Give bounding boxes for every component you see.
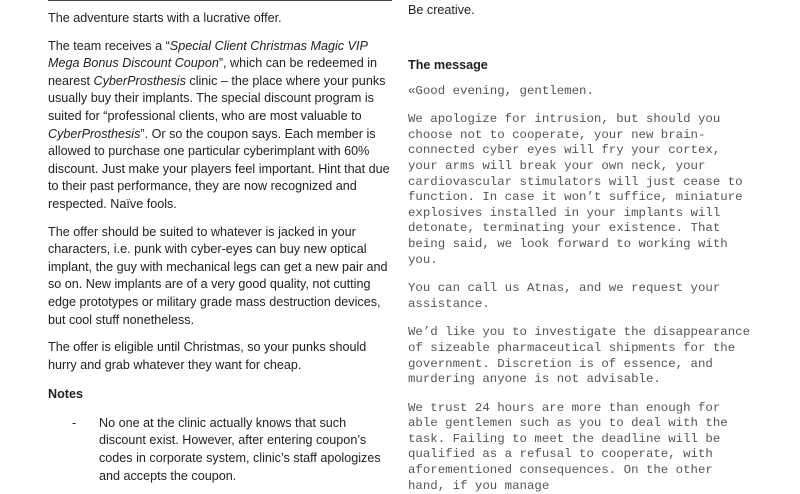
paragraph-eligibility: The offer is eligible until Christmas, so your punks should hurry and grab whatever they want for cheap. (48, 340, 367, 372)
note-dash: - (72, 415, 77, 430)
coupon-name: Special Client Christmas Magic VIP Mega Bonus Discount Coupon (48, 38, 368, 71)
message-deadline: We trust 24 hours are more than enough for able gentlemen such as you to deal with the task. Failing to meet the deadline will be qualified as a refusal to cooperate, with aforementioned consequences. On the other hand, if you manage (408, 400, 736, 493)
message-heading: The message (408, 57, 488, 72)
right-column (408, 0, 758, 493)
left-column (48, 0, 392, 483)
message-threat: We apologize for intrusion, but should you choose not to cooperate, your new brain-connected cyber eyes will fry your cortex, your arms will break your own neck, your cardiovascular stimulators will just cease to function. In case it won’t suffice, miniature explosives installed in your implants will detonate, terminating your existence. That being said, we look forward to working with you. (408, 112, 751, 267)
coupon-text-c: clinic – the place where your punks usually buy their implants. The special discount program is suited for “professional clients, who are most valuable to (48, 73, 386, 123)
paragraph-offer: The offer should be suited to whatever is jacked in your characters, i.e. punk with cyber-eyes can buy new optical implant, the guy with mechanical legs can get a new pair and so on. New implants are of a very good quality, not cutting edge prototypes or military grade mass destruction devices, but cool stuff nonetheless. (48, 224, 388, 327)
paragraph-coupon (48, 38, 392, 214)
note-text: No one at the clinic actually knows that such discount exist. However, after entering coupon’s codes in corporate system, clinic’s staff apologizes and accepts the coupon. (99, 415, 381, 483)
top-rule (48, 0, 392, 1)
coupon-text-b: ”, which can be redeemed in nearest (48, 56, 378, 88)
notes-heading: Notes (48, 387, 83, 402)
note-item (72, 415, 392, 485)
clinic-name-2: CyberProsthesis (48, 126, 141, 141)
coupon-text-d: ”. Or so the coupon says. Each member is allowed to purchase one particular cyberimplant with 60% discount. Just make your players feel important. Hint that due to their past performance, they are now recognized and respected. Naïve fools. (48, 126, 390, 211)
message-greeting: «Good evening, gentlemen. (408, 83, 594, 98)
clinic-name: CyberProsthesis (93, 73, 186, 88)
message-atnas: You can call us Atnas, and we request your assistance. (408, 281, 728, 311)
coupon-text-a: The team receives a “ (48, 38, 170, 53)
paragraph-be-creative: Be creative. (408, 3, 475, 17)
message-task: We’d like you to investigate the disappearance of sizeable pharmaceutical shipments for the government. Discretion is of essence, and murdering anyone is not advisable. (408, 325, 758, 387)
paragraph-intro: The adventure starts with a lucrative offer. (48, 11, 282, 25)
